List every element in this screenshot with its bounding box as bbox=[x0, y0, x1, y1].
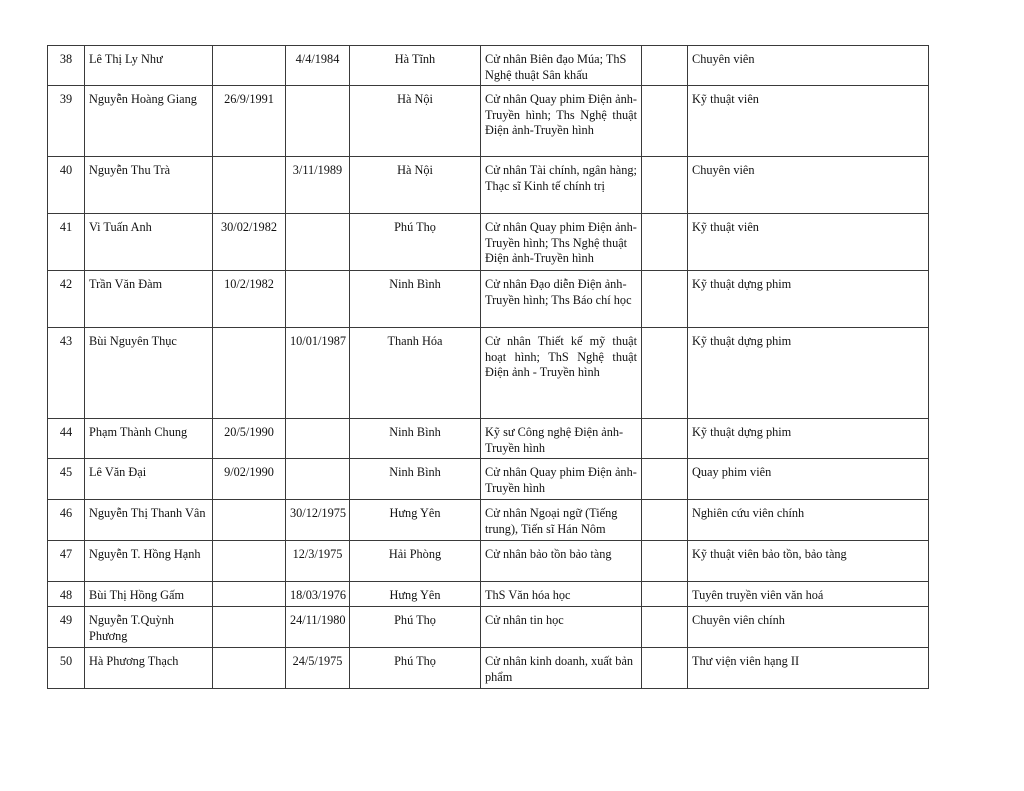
hometown-cell: Phú Thọ bbox=[350, 214, 481, 271]
education-cell: Cử nhân Tài chính, ngân hàng; Thạc sĩ Kinh tế chính trị bbox=[481, 157, 642, 214]
note-cell bbox=[642, 328, 688, 419]
education-cell: Cử nhân Ngoại ngữ (Tiếng trung), Tiến sĩ Hán Nôm bbox=[481, 500, 642, 541]
full-name-cell: Lê Thị Ly Như bbox=[85, 46, 213, 86]
position-cell: Kỹ thuật dựng phim bbox=[688, 419, 929, 459]
birthdate-female-cell: 10/01/1987 bbox=[286, 328, 350, 419]
birthdate-male-cell bbox=[213, 648, 286, 689]
full-name-cell: Nguyễn T.Quỳnh Phương bbox=[85, 607, 213, 648]
row-number-cell: 40 bbox=[48, 157, 85, 214]
birthdate-male-cell bbox=[213, 328, 286, 419]
row-number-cell: 50 bbox=[48, 648, 85, 689]
table-body bbox=[48, 46, 929, 689]
note-cell bbox=[642, 419, 688, 459]
full-name-cell: Nguyễn T. Hồng Hạnh bbox=[85, 541, 213, 582]
row-number-cell: 47 bbox=[48, 541, 85, 582]
position-cell: Quay phim viên bbox=[688, 459, 929, 500]
education-cell: Cử nhân Quay phim Điện ảnh-Truyền hình; Ths Nghệ thuật Điện ảnh-Truyền hình bbox=[481, 214, 642, 271]
birthdate-female-cell: 4/4/1984 bbox=[286, 46, 350, 86]
table-row bbox=[48, 86, 929, 157]
birthdate-male-cell bbox=[213, 582, 286, 607]
full-name-cell: Bùi Nguyên Thục bbox=[85, 328, 213, 419]
hometown-cell: Hưng Yên bbox=[350, 500, 481, 541]
note-cell bbox=[642, 582, 688, 607]
note-cell bbox=[642, 157, 688, 214]
full-name-cell: Lê Văn Đại bbox=[85, 459, 213, 500]
birthdate-female-cell bbox=[286, 419, 350, 459]
birthdate-female-cell: 24/11/1980 bbox=[286, 607, 350, 648]
birthdate-female-cell: 12/3/1975 bbox=[286, 541, 350, 582]
table-row bbox=[48, 46, 929, 86]
position-cell: Chuyên viên chính bbox=[688, 607, 929, 648]
birthdate-male-cell: 9/02/1990 bbox=[213, 459, 286, 500]
position-cell: Tuyên truyền viên văn hoá bbox=[688, 582, 929, 607]
position-cell: Thư viện viên hạng II bbox=[688, 648, 929, 689]
birthdate-female-cell: 3/11/1989 bbox=[286, 157, 350, 214]
education-cell: Cử nhân Thiết kế mỹ thuật hoạt hình; ThS Nghệ thuật Điện ảnh - Truyền hình bbox=[481, 328, 642, 419]
table-row bbox=[48, 459, 929, 500]
row-number-cell: 46 bbox=[48, 500, 85, 541]
position-cell: Kỹ thuật dựng phim bbox=[688, 328, 929, 419]
note-cell bbox=[642, 500, 688, 541]
note-cell bbox=[642, 459, 688, 500]
hometown-cell: Ninh Bình bbox=[350, 419, 481, 459]
full-name-cell: Nguyễn Hoàng Giang bbox=[85, 86, 213, 157]
position-cell: Chuyên viên bbox=[688, 46, 929, 86]
full-name-cell: Nguyễn Thị Thanh Vân bbox=[85, 500, 213, 541]
position-cell: Kỹ thuật viên bbox=[688, 214, 929, 271]
position-cell: Chuyên viên bbox=[688, 157, 929, 214]
row-number-cell: 42 bbox=[48, 271, 85, 328]
hometown-cell: Hưng Yên bbox=[350, 582, 481, 607]
note-cell bbox=[642, 541, 688, 582]
education-cell: Cử nhân tin học bbox=[481, 607, 642, 648]
table-row bbox=[48, 157, 929, 214]
full-name-cell: Hà Phương Thạch bbox=[85, 648, 213, 689]
birthdate-male-cell: 10/2/1982 bbox=[213, 271, 286, 328]
birthdate-female-cell: 24/5/1975 bbox=[286, 648, 350, 689]
education-cell: Cử nhân Quay phim Điện ảnh-Truyền hình bbox=[481, 459, 642, 500]
education-cell: Cử nhân bảo tồn bảo tàng bbox=[481, 541, 642, 582]
birthdate-female-cell bbox=[286, 86, 350, 157]
row-number-cell: 48 bbox=[48, 582, 85, 607]
row-number-cell: 49 bbox=[48, 607, 85, 648]
birthdate-male-cell bbox=[213, 46, 286, 86]
note-cell bbox=[642, 607, 688, 648]
note-cell bbox=[642, 648, 688, 689]
birthdate-female-cell bbox=[286, 459, 350, 500]
table-row bbox=[48, 271, 929, 328]
table-row bbox=[48, 328, 929, 419]
position-cell: Kỹ thuật viên bảo tồn, bảo tàng bbox=[688, 541, 929, 582]
birthdate-male-cell: 20/5/1990 bbox=[213, 419, 286, 459]
note-cell bbox=[642, 46, 688, 86]
hometown-cell: Hà Nội bbox=[350, 86, 481, 157]
hometown-cell: Ninh Bình bbox=[350, 271, 481, 328]
hometown-cell: Ninh Bình bbox=[350, 459, 481, 500]
birthdate-female-cell: 30/12/1975 bbox=[286, 500, 350, 541]
row-number-cell: 39 bbox=[48, 86, 85, 157]
full-name-cell: Bùi Thị Hồng Gấm bbox=[85, 582, 213, 607]
row-number-cell: 44 bbox=[48, 419, 85, 459]
row-number-cell: 45 bbox=[48, 459, 85, 500]
table-row bbox=[48, 607, 929, 648]
hometown-cell: Phú Thọ bbox=[350, 607, 481, 648]
birthdate-male-cell bbox=[213, 500, 286, 541]
full-name-cell: Vi Tuấn Anh bbox=[85, 214, 213, 271]
note-cell bbox=[642, 214, 688, 271]
hometown-cell: Phú Thọ bbox=[350, 648, 481, 689]
hometown-cell: Hà Tĩnh bbox=[350, 46, 481, 86]
position-cell: Nghiên cứu viên chính bbox=[688, 500, 929, 541]
birthdate-male-cell bbox=[213, 541, 286, 582]
hometown-cell: Hà Nội bbox=[350, 157, 481, 214]
birthdate-male-cell bbox=[213, 157, 286, 214]
education-cell: Cử nhân Đạo diễn Điện ảnh-Truyền hình; Ths Báo chí học bbox=[481, 271, 642, 328]
education-cell: Cử nhân kinh doanh, xuất bản phẩm bbox=[481, 648, 642, 689]
birthdate-female-cell bbox=[286, 214, 350, 271]
table-row bbox=[48, 648, 929, 689]
education-cell: Cử nhân Quay phim Điện ảnh-Truyền hình; Ths Nghệ thuật Điện ảnh-Truyền hình bbox=[481, 86, 642, 157]
row-number-cell: 43 bbox=[48, 328, 85, 419]
birthdate-female-cell bbox=[286, 271, 350, 328]
birthdate-male-cell bbox=[213, 607, 286, 648]
full-name-cell: Phạm Thành Chung bbox=[85, 419, 213, 459]
staff-table bbox=[47, 45, 929, 689]
table-row bbox=[48, 500, 929, 541]
note-cell bbox=[642, 271, 688, 328]
table-row bbox=[48, 541, 929, 582]
position-cell: Kỹ thuật dựng phim bbox=[688, 271, 929, 328]
hometown-cell: Hải Phòng bbox=[350, 541, 481, 582]
table-row bbox=[48, 214, 929, 271]
position-cell: Kỹ thuật viên bbox=[688, 86, 929, 157]
hometown-cell: Thanh Hóa bbox=[350, 328, 481, 419]
education-cell: Kỹ sư Công nghệ Điện ảnh-Truyền hình bbox=[481, 419, 642, 459]
birthdate-male-cell: 26/9/1991 bbox=[213, 86, 286, 157]
full-name-cell: Trần Văn Đàm bbox=[85, 271, 213, 328]
row-number-cell: 41 bbox=[48, 214, 85, 271]
note-cell bbox=[642, 86, 688, 157]
birthdate-male-cell: 30/02/1982 bbox=[213, 214, 286, 271]
birthdate-female-cell: 18/03/1976 bbox=[286, 582, 350, 607]
table-row bbox=[48, 419, 929, 459]
education-cell: Cử nhân Biên đạo Múa; ThS Nghệ thuật Sân khấu bbox=[481, 46, 642, 86]
row-number-cell: 38 bbox=[48, 46, 85, 86]
full-name-cell: Nguyễn Thu Trà bbox=[85, 157, 213, 214]
education-cell: ThS Văn hóa học bbox=[481, 582, 642, 607]
table-row bbox=[48, 582, 929, 607]
